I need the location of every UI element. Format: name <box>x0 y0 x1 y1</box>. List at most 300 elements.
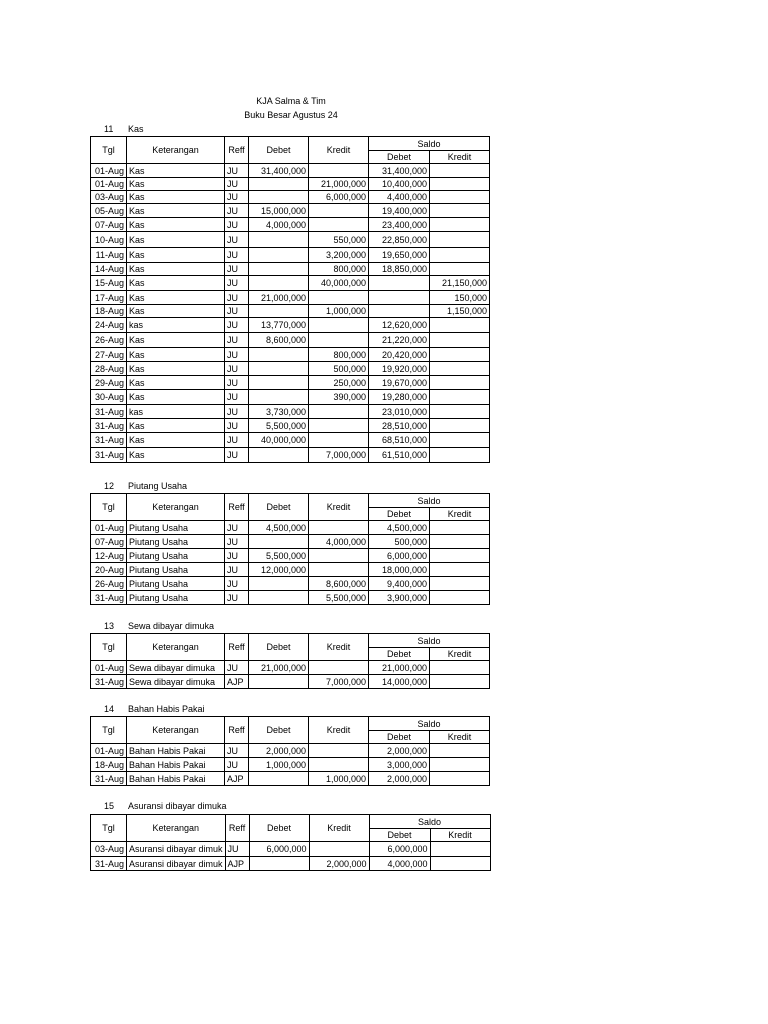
account-heading <box>104 703 205 715</box>
table-row <box>91 577 490 591</box>
cell-balance-debit: 19,650,000 <box>369 248 430 263</box>
cell-credit <box>309 291 369 305</box>
cell-balance-credit: 150,000 <box>430 291 490 305</box>
cell-debit: 13,770,000 <box>249 318 309 333</box>
account-number: 12 <box>104 481 115 491</box>
header-keterangan: Keterangan <box>127 634 225 661</box>
cell-balance-debit: 22,850,000 <box>369 232 430 248</box>
ledger-table <box>90 136 490 463</box>
cell-credit: 390,000 <box>309 390 369 405</box>
header-keterangan: Keterangan <box>127 815 226 842</box>
cell-reference: JU <box>225 842 249 857</box>
cell-debit: 40,000,000 <box>249 433 309 448</box>
account-number: 14 <box>104 704 115 714</box>
header-saldo-debet: Debet <box>369 829 430 842</box>
cell-reference: JU <box>225 218 249 232</box>
cell-debit: 5,500,000 <box>249 549 309 563</box>
table-row <box>91 348 490 362</box>
header-debet: Debet <box>249 137 309 164</box>
cell-date: 28-Aug <box>91 362 127 376</box>
header-saldo: Saldo <box>369 815 490 829</box>
cell-description: Sewa dibayar dimuka <box>127 675 225 689</box>
cell-description: Piutang Usaha <box>127 577 225 591</box>
cell-debit: 21,000,000 <box>249 661 309 675</box>
cell-credit: 5,500,000 <box>309 591 369 605</box>
cell-date: 31-Aug <box>91 675 127 689</box>
header-saldo: Saldo <box>369 494 490 508</box>
cell-debit <box>249 276 309 291</box>
cell-balance-credit <box>430 318 490 333</box>
cell-date: 29-Aug <box>91 376 127 390</box>
cell-debit <box>249 448 309 463</box>
cell-date: 18-Aug <box>91 758 127 772</box>
cell-reference: JU <box>225 448 249 463</box>
cell-credit <box>309 521 369 535</box>
account-heading <box>104 480 187 492</box>
cell-credit: 4,000,000 <box>309 535 369 549</box>
cell-description: Kas <box>127 191 225 204</box>
cell-description: Kas <box>127 348 225 362</box>
cell-debit <box>249 191 309 204</box>
cell-balance-credit <box>430 232 490 248</box>
cell-credit <box>309 661 369 675</box>
table-row <box>91 521 490 535</box>
table-row <box>91 276 490 291</box>
cell-date: 26-Aug <box>91 577 127 591</box>
table-row <box>91 376 490 390</box>
cell-debit: 8,600,000 <box>249 333 309 348</box>
cell-credit <box>309 758 369 772</box>
cell-balance-credit <box>430 772 490 786</box>
cell-credit <box>309 744 369 758</box>
cell-balance-debit: 23,400,000 <box>369 218 430 232</box>
account-heading <box>104 800 227 812</box>
cell-balance-debit: 9,400,000 <box>369 577 430 591</box>
cell-description: Kas <box>127 390 225 405</box>
cell-reference: JU <box>225 318 249 333</box>
cell-description: Kas <box>127 362 225 376</box>
header-keterangan: Keterangan <box>127 137 225 164</box>
cell-description: Sewa dibayar dimuka <box>127 661 225 675</box>
cell-date: 07-Aug <box>91 218 127 232</box>
cell-date: 31-Aug <box>91 857 127 871</box>
cell-debit: 1,000,000 <box>249 758 309 772</box>
cell-balance-debit: 18,000,000 <box>369 563 430 577</box>
table-row <box>91 362 490 376</box>
cell-balance-credit <box>430 204 490 218</box>
cell-reference: JU <box>225 535 249 549</box>
cell-date: 12-Aug <box>91 549 127 563</box>
cell-date: 05-Aug <box>91 204 127 218</box>
header-saldo-kredit: Kredit <box>430 151 490 164</box>
cell-balance-credit <box>430 433 490 448</box>
cell-reference: JU <box>225 191 249 204</box>
header-saldo: Saldo <box>369 717 490 731</box>
cell-reference: JU <box>225 276 249 291</box>
cell-balance-credit <box>430 549 490 563</box>
cell-debit <box>249 305 309 318</box>
header-kredit: Kredit <box>309 717 369 744</box>
cell-debit: 21,000,000 <box>249 291 309 305</box>
header-reff: Reff <box>225 634 249 661</box>
cell-credit: 40,000,000 <box>309 276 369 291</box>
cell-reference: JU <box>225 348 249 362</box>
cell-date: 01-Aug <box>91 661 127 675</box>
cell-balance-credit: 1,150,000 <box>430 305 490 318</box>
table-row <box>91 218 490 232</box>
header-saldo-kredit: Kredit <box>430 731 490 744</box>
cell-reference: JU <box>225 376 249 390</box>
cell-debit: 31,400,000 <box>249 164 309 178</box>
cell-balance-credit <box>430 164 490 178</box>
cell-balance-credit <box>430 376 490 390</box>
cell-description: Piutang Usaha <box>127 521 225 535</box>
cell-balance-debit: 6,000,000 <box>369 842 430 857</box>
cell-debit: 2,000,000 <box>249 744 309 758</box>
cell-credit <box>309 333 369 348</box>
cell-reference: JU <box>225 591 249 605</box>
cell-balance-credit <box>430 661 490 675</box>
cell-credit: 6,000,000 <box>309 191 369 204</box>
header-reff: Reff <box>225 494 249 521</box>
cell-date: 03-Aug <box>91 191 127 204</box>
cell-balance-debit: 19,280,000 <box>369 390 430 405</box>
cell-credit: 21,000,000 <box>309 178 369 191</box>
cell-date: 24-Aug <box>91 318 127 333</box>
cell-debit: 4,500,000 <box>249 521 309 535</box>
header-tgl: Tgl <box>91 815 127 842</box>
cell-credit <box>309 419 369 433</box>
cell-debit <box>249 591 309 605</box>
header-saldo-debet: Debet <box>369 648 430 661</box>
cell-balance-credit <box>430 758 490 772</box>
cell-credit: 1,000,000 <box>309 772 369 786</box>
account-heading <box>104 620 214 632</box>
cell-date: 31-Aug <box>91 433 127 448</box>
cell-balance-credit <box>430 263 490 276</box>
cell-debit <box>249 248 309 263</box>
header-reff: Reff <box>225 815 249 842</box>
table-row <box>91 661 490 675</box>
cell-reference: JU <box>225 164 249 178</box>
cell-date: 31-Aug <box>91 591 127 605</box>
cell-credit: 7,000,000 <box>309 448 369 463</box>
cell-balance-debit <box>369 305 430 318</box>
cell-description: Kas <box>127 376 225 390</box>
header-tgl: Tgl <box>91 137 127 164</box>
cell-description: Kas <box>127 248 225 263</box>
cell-reference: AJP <box>225 857 249 871</box>
company-name: KJA Salma & Tim <box>256 96 326 106</box>
cell-description: Kas <box>127 218 225 232</box>
cell-credit: 500,000 <box>309 362 369 376</box>
cell-description: Kas <box>127 204 225 218</box>
cell-balance-debit: 14,000,000 <box>369 675 430 689</box>
cell-description: Bahan Habis Pakai <box>127 744 225 758</box>
cell-credit <box>309 842 369 857</box>
table-row <box>91 405 490 419</box>
cell-debit <box>249 232 309 248</box>
cell-debit: 12,000,000 <box>249 563 309 577</box>
cell-credit <box>309 318 369 333</box>
header-saldo-kredit: Kredit <box>430 648 490 661</box>
account-number: 15 <box>104 801 115 811</box>
table-row <box>91 333 490 348</box>
cell-balance-credit <box>430 390 490 405</box>
header-saldo-kredit: Kredit <box>430 829 490 842</box>
cell-date: 01-Aug <box>91 164 127 178</box>
ledger-table <box>90 814 491 871</box>
cell-reference: JU <box>225 263 249 276</box>
header-row <box>91 815 491 829</box>
cell-description: kas <box>127 318 225 333</box>
cell-balance-credit <box>430 419 490 433</box>
header-debet: Debet <box>249 815 309 842</box>
cell-reference: JU <box>225 661 249 675</box>
header-saldo-debet: Debet <box>369 151 430 164</box>
cell-balance-debit: 3,000,000 <box>369 758 430 772</box>
cell-debit: 6,000,000 <box>249 842 309 857</box>
header-saldo-debet: Debet <box>369 731 430 744</box>
cell-balance-credit <box>430 178 490 191</box>
header-saldo: Saldo <box>369 137 490 151</box>
cell-balance-debit: 68,510,000 <box>369 433 430 448</box>
table-row <box>91 178 490 191</box>
cell-credit <box>309 405 369 419</box>
header-row <box>91 717 490 731</box>
ledger-table <box>90 716 490 786</box>
cell-credit: 800,000 <box>309 348 369 362</box>
header-kredit: Kredit <box>309 815 369 842</box>
header-saldo-kredit: Kredit <box>430 508 490 521</box>
cell-balance-debit <box>369 291 430 305</box>
account-number: 13 <box>104 621 115 631</box>
cell-date: 31-Aug <box>91 772 127 786</box>
table-row <box>91 549 490 563</box>
cell-date: 27-Aug <box>91 348 127 362</box>
table-row <box>91 263 490 276</box>
header-tgl: Tgl <box>91 494 127 521</box>
header-tgl: Tgl <box>91 634 127 661</box>
cell-debit <box>249 178 309 191</box>
header-kredit: Kredit <box>309 634 369 661</box>
cell-date: 10-Aug <box>91 232 127 248</box>
cell-debit: 15,000,000 <box>249 204 309 218</box>
table-row <box>91 232 490 248</box>
cell-debit <box>249 348 309 362</box>
cell-description: Kas <box>127 433 225 448</box>
cell-reference: JU <box>225 248 249 263</box>
table-row <box>91 248 490 263</box>
cell-balance-debit: 19,670,000 <box>369 376 430 390</box>
header-row <box>91 634 490 648</box>
cell-credit: 800,000 <box>309 263 369 276</box>
table-row <box>91 563 490 577</box>
cell-credit <box>309 549 369 563</box>
cell-balance-credit <box>430 405 490 419</box>
cell-date: 11-Aug <box>91 248 127 263</box>
cell-reference: JU <box>225 405 249 419</box>
header-reff: Reff <box>225 717 249 744</box>
cell-balance-debit: 4,400,000 <box>369 191 430 204</box>
ledger-table <box>90 633 490 689</box>
cell-balance-credit: 21,150,000 <box>430 276 490 291</box>
header-tgl: Tgl <box>91 717 127 744</box>
cell-debit <box>249 263 309 276</box>
cell-balance-debit: 4,000,000 <box>369 857 430 871</box>
cell-description: Piutang Usaha <box>127 535 225 549</box>
table-row <box>91 204 490 218</box>
cell-reference: JU <box>225 204 249 218</box>
cell-balance-credit <box>430 248 490 263</box>
cell-credit <box>309 204 369 218</box>
cell-description: Kas <box>127 263 225 276</box>
cell-debit: 5,500,000 <box>249 419 309 433</box>
account-name: Sewa dibayar dimuka <box>128 621 215 631</box>
cell-credit <box>309 164 369 178</box>
cell-balance-credit <box>430 675 490 689</box>
cell-date: 01-Aug <box>91 178 127 191</box>
cell-description: Asuransi dibayar dimuk <box>127 857 226 871</box>
cell-debit <box>249 857 309 871</box>
cell-debit: 3,730,000 <box>249 405 309 419</box>
header-debet: Debet <box>249 717 309 744</box>
cell-balance-debit: 10,400,000 <box>369 178 430 191</box>
cell-description: Kas <box>127 448 225 463</box>
header-kredit: Kredit <box>309 137 369 164</box>
table-row <box>91 305 490 318</box>
cell-balance-credit <box>430 535 490 549</box>
cell-date: 17-Aug <box>91 291 127 305</box>
account-number: 11 <box>104 124 114 134</box>
cell-date: 01-Aug <box>91 521 127 535</box>
cell-description: Asuransi dibayar dimuk <box>127 842 226 857</box>
cell-reference: JU <box>225 549 249 563</box>
cell-balance-debit: 28,510,000 <box>369 419 430 433</box>
cell-reference: JU <box>225 291 249 305</box>
cell-date: 01-Aug <box>91 744 127 758</box>
cell-balance-debit: 2,000,000 <box>369 772 430 786</box>
cell-balance-debit: 23,010,000 <box>369 405 430 419</box>
header-keterangan: Keterangan <box>127 494 225 521</box>
ledger-title: Buku Besar Agustus 24 <box>244 110 338 120</box>
table-row <box>91 675 490 689</box>
cell-balance-credit <box>430 842 490 857</box>
cell-reference: JU <box>225 419 249 433</box>
cell-description: Bahan Habis Pakai <box>127 758 225 772</box>
cell-balance-credit <box>430 563 490 577</box>
cell-credit <box>309 563 369 577</box>
cell-reference: JU <box>225 521 249 535</box>
cell-balance-credit <box>430 448 490 463</box>
cell-date: 31-Aug <box>91 448 127 463</box>
cell-balance-credit <box>430 362 490 376</box>
cell-date: 30-Aug <box>91 390 127 405</box>
table-row <box>91 448 490 463</box>
cell-balance-debit: 21,000,000 <box>369 661 430 675</box>
cell-date: 31-Aug <box>91 419 127 433</box>
cell-credit: 8,600,000 <box>309 577 369 591</box>
account-heading <box>104 123 144 135</box>
table-row <box>91 191 490 204</box>
cell-balance-debit: 21,220,000 <box>369 333 430 348</box>
cell-balance-debit <box>369 276 430 291</box>
cell-balance-debit: 20,420,000 <box>369 348 430 362</box>
cell-credit <box>309 218 369 232</box>
cell-balance-debit: 61,510,000 <box>369 448 430 463</box>
cell-reference: JU <box>225 390 249 405</box>
cell-debit <box>249 362 309 376</box>
cell-balance-credit <box>430 591 490 605</box>
header-debet: Debet <box>249 494 309 521</box>
cell-reference: AJP <box>225 772 249 786</box>
table-row <box>91 419 490 433</box>
table-row <box>91 433 490 448</box>
cell-reference: JU <box>225 758 249 772</box>
cell-balance-credit <box>430 348 490 362</box>
cell-reference: JU <box>225 744 249 758</box>
cell-description: Kas <box>127 419 225 433</box>
cell-balance-credit <box>430 521 490 535</box>
table-row <box>91 842 491 857</box>
cell-balance-credit <box>430 333 490 348</box>
table-row <box>91 291 490 305</box>
header-row <box>91 494 490 508</box>
table-row <box>91 857 491 871</box>
cell-debit <box>249 675 309 689</box>
table-row <box>91 744 490 758</box>
cell-balance-credit <box>430 218 490 232</box>
cell-date: 15-Aug <box>91 276 127 291</box>
cell-reference: AJP <box>225 675 249 689</box>
table-row <box>91 591 490 605</box>
header-saldo: Saldo <box>369 634 490 648</box>
cell-balance-debit: 2,000,000 <box>369 744 430 758</box>
cell-date: 18-Aug <box>91 305 127 318</box>
header-debet: Debet <box>249 634 309 661</box>
header-keterangan: Keterangan <box>127 717 225 744</box>
header-reff: Reff <box>225 137 249 164</box>
cell-credit: 7,000,000 <box>309 675 369 689</box>
cell-date: 20-Aug <box>91 563 127 577</box>
cell-description: Kas <box>127 276 225 291</box>
cell-date: 31-Aug <box>91 405 127 419</box>
cell-debit <box>249 535 309 549</box>
cell-debit <box>249 577 309 591</box>
cell-balance-debit: 6,000,000 <box>369 549 430 563</box>
cell-date: 26-Aug <box>91 333 127 348</box>
table-row <box>91 772 490 786</box>
cell-balance-debit: 19,400,000 <box>369 204 430 218</box>
cell-balance-credit <box>430 744 490 758</box>
account-name: Bahan Habis Pakai <box>128 704 205 714</box>
cell-balance-debit: 18,850,000 <box>369 263 430 276</box>
cell-reference: JU <box>225 362 249 376</box>
table-row <box>91 318 490 333</box>
cell-credit: 1,000,000 <box>309 305 369 318</box>
cell-balance-debit: 3,900,000 <box>369 591 430 605</box>
header-saldo-debet: Debet <box>369 508 430 521</box>
cell-description: Kas <box>127 232 225 248</box>
cell-reference: JU <box>225 563 249 577</box>
header-kredit: Kredit <box>309 494 369 521</box>
ledger-table <box>90 493 490 605</box>
cell-balance-debit: 4,500,000 <box>369 521 430 535</box>
cell-description: Piutang Usaha <box>127 563 225 577</box>
cell-description: kas <box>127 405 225 419</box>
cell-balance-debit: 12,620,000 <box>369 318 430 333</box>
cell-balance-credit <box>430 857 490 871</box>
